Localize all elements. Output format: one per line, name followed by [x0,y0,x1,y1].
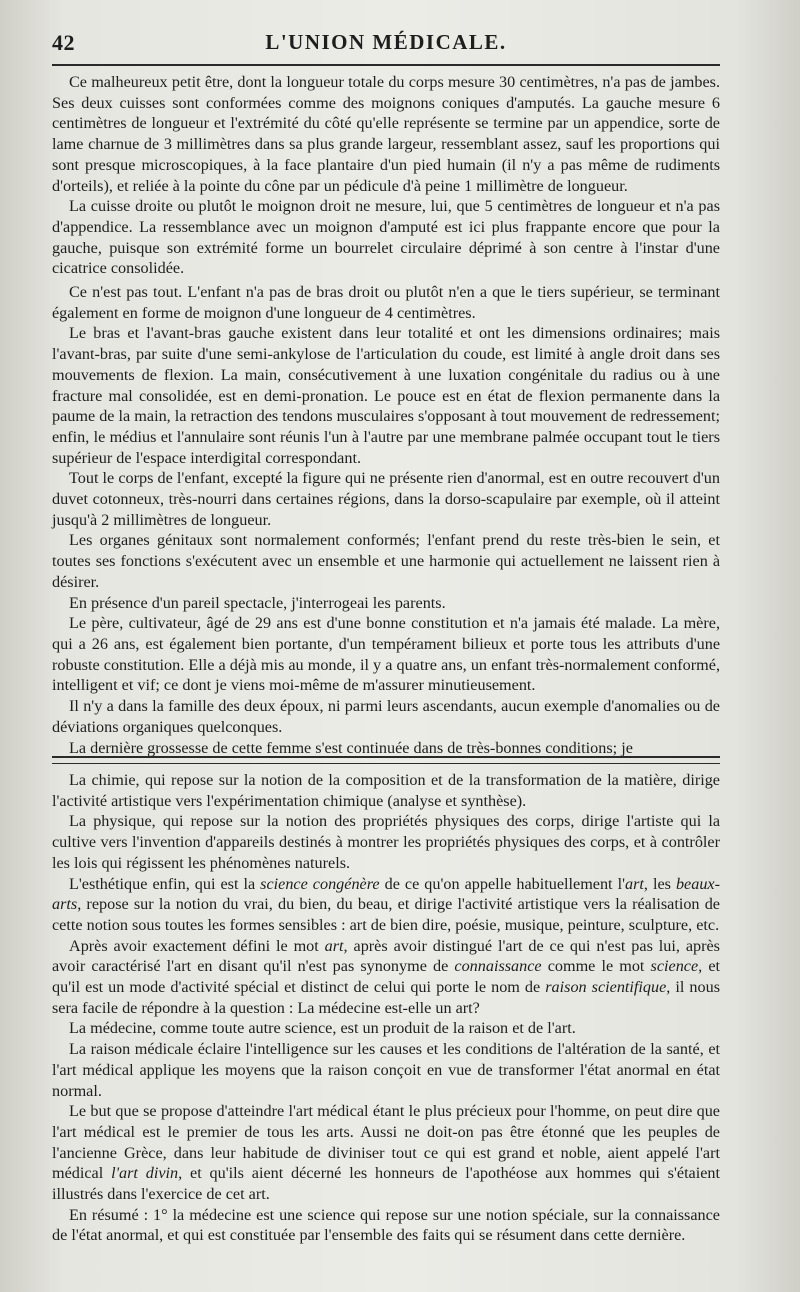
paragraph: En présence d'un pareil spectacle, j'interrogeai les parents. [69,593,446,612]
italic-run: l'art divin, [111,1164,183,1183]
page-number: 42 [52,30,75,55]
paragraph [52,1101,720,1205]
italic-run: art, [324,936,348,955]
paragraph: La cuisse droite ou plutôt le moignon droit ne mesure, lui, que 5 centimètres de longueur et n'a pas d'appendice. La ressemblance avec un moignon d'amputé est ici plus frappante encore que pour la gauche, puisque son extrémité forme un bourrelet circulaire déprimé à son centre à l'instar d'une cicatrice consolidée. [52,197,720,278]
italic-run: beaux-arts [52,874,720,914]
header-rule [52,64,720,66]
paragraph: Ce malheureux petit être, dont la longueur totale du corps mesure 30 centimètres, n'a pas de jambes. Ses deux cuisses sont conformées comme des moignons coniques d'amputés. La gauche mesure 6 centimètres de longueur et l'extrémité du côté qu'elle représente se termine par un appendice, sorte de lame charnue de 3 millimètres dans sa plus grande largeur, ressemblant assez, sauf les proportions qui sont presque microscopiques, à la face plantaire d'un pied humain (il n'y a pas même de rudiments d'orteils), et reliée à la pointe du cône par un pédicule d'à peine 1 millimètre de longueur. [52,73,720,195]
text-run: , les [643,874,676,893]
running-title: L'UNION MÉDICALE. [265,30,507,54]
article-upper [52,72,720,758]
paragraph: La médecine, comme toute autre science, est un produit de la raison et de l'art. [69,1019,576,1038]
page-header [52,30,720,60]
paragraph [52,874,720,936]
paragraph: Ce n'est pas tout. L'enfant n'a pas de bras droit ou plutôt n'en a que le tiers supérieur, se terminant également en forme de moignon d'une longueur de 4 centimètres. [52,283,720,322]
text-run: Le but que se propose d'atteindre l'art médical étant le plus précieux pour l'homme, on peut dire que l'art médical est le premier de tous les arts. Aussi ne doit-on pas être étonné que les peuples de l'ancienne Grèce, dans leur habitude de diviniser tout ce qui est grand et noble, aient appelé l'art médical [52,1102,720,1183]
text-run: , repose sur la notion du vrai, du bien, du beau, et dirige l'activité artistique vers la réalisation de cette notion sous toutes les formes sensibles : art de bien dire, poésie, musique, peinture, sculpture, etc. [52,895,720,934]
paragraph: La dernière grossesse de cette femme s'est continuée dans de très-bonnes conditions; je [69,738,633,757]
text-run: de ce qu'on appelle habituellement l' [379,874,625,893]
text-run: L'esthétique enfin, qui est la [69,874,261,893]
paragraph: Les organes génitaux sont normalement conformés; l'enfant prend du reste très-bien le sein, et toutes ses fonctions s'exécutent avec un ensemble et une harmonie qui actuellement ne laissent rien à désirer. [52,531,720,591]
paragraph: La physique, qui repose sur la notion des propriétés physiques des corps, dirige l'artiste qui la cultive vers l'invention d'appareils destinés à montrer les propriétés physiques des corps, et à contrôler les lois qui régissent les phénomènes naturels. [52,812,720,872]
paragraph: Tout le corps de l'enfant, excepté la figure qui ne présente rien d'anormal, est en outre recouvert d'un duvet cotonneux, très-nourri dans certaines régions, dans la dorso-scapulaire par exemple, où il atteint jusqu'à 2 millimètres de longueur. [52,469,720,529]
paragraph: La chimie, qui repose sur la notion de la composition et de la transformation de la matière, dirige l'activité artistique vers l'expérimentation chimique (analyse et synthèse). [52,771,720,810]
paragraph [52,936,720,1019]
paragraph: Le bras et l'avant-bras gauche existent dans leur totalité et ont les dimensions ordinaires; mais l'avant-bras, par suite d'une semi-ankylose de l'articulation du coude, est limité à angle droit dans ses mouvements de flexion. La main, consécutivement à une luxation congénitale du radius ou à une fracture mal consolidée, est en demi-pronation. Le pouce est en état de flexion permanente dans la paume de la main, la retraction des tendons musculaires s'opposant à tout mouvement de redressement; enfin, le médius et l'annulaire sont réunis l'un à l'autre par une membrane palmée occupant tout le tiers supérieur de l'espace interdigital correspondant. [52,324,720,467]
text-run: et qu'il est un mode d'activité spécial et distinct de celui qui porte le nom de [52,957,721,997]
italic-run: science, [650,957,703,976]
italic-run: art [624,874,644,893]
text-run: Après avoir exactement défini le mot [69,936,325,955]
text-run: il nous sera facile de répondre à la question : La médecine est-elle un art? [52,978,721,1017]
italic-run: raison scientifique, [545,978,671,997]
text-run: comme le mot [541,957,651,976]
text-run: et qu'ils aient décerné les honneurs de l'apothéose aux hommes qui s'étaient illustrés dans l'exercice de cet art. [52,1164,721,1204]
paragraph: En résumé : 1° la médecine est une science qui repose sur une notion spéciale, sur la connaissance de l'état anormal, et qui est constituée par l'ensemble des faits qui se résument dans cette dernière. [52,1205,720,1245]
paragraph: La raison médicale éclaire l'intelligence sur les causes et les conditions de l'altération de la santé, et l'art médical applique les moyens que la raison conçoit en vue de transformer l'état anormal en état normal. [52,1040,720,1100]
paragraph: Le père, cultivateur, âgé de 29 ans est d'une bonne constitution et n'a jamais été malade. La mère, qui a 26 ans, est également bien portante, d'un tempérament bilieux et porte tous les attributs d'une robuste constitution. Elle a déjà mis au monde, il y a quatre ans, un enfant très-normalement conformé, intelligent et vif; ce dont je viens moi-même de m'assurer minutieusement. [52,614,720,695]
feuilleton-lower [52,770,720,1246]
text-run: après avoir distingué l'art de ce qui n'est pas lui, après avoir caractérisé l'art en disant qu'il n'est pas synonyme de [52,936,720,976]
italic-run: connaissance [454,957,542,976]
italic-run: science congénère [260,874,380,893]
paragraph: Il n'y a dans la famille des deux époux, ni parmi leurs ascendants, aucun exemple d'anomalies ou de déviations organiques quelconques. [52,697,720,736]
feuilleton-separator [52,756,720,764]
